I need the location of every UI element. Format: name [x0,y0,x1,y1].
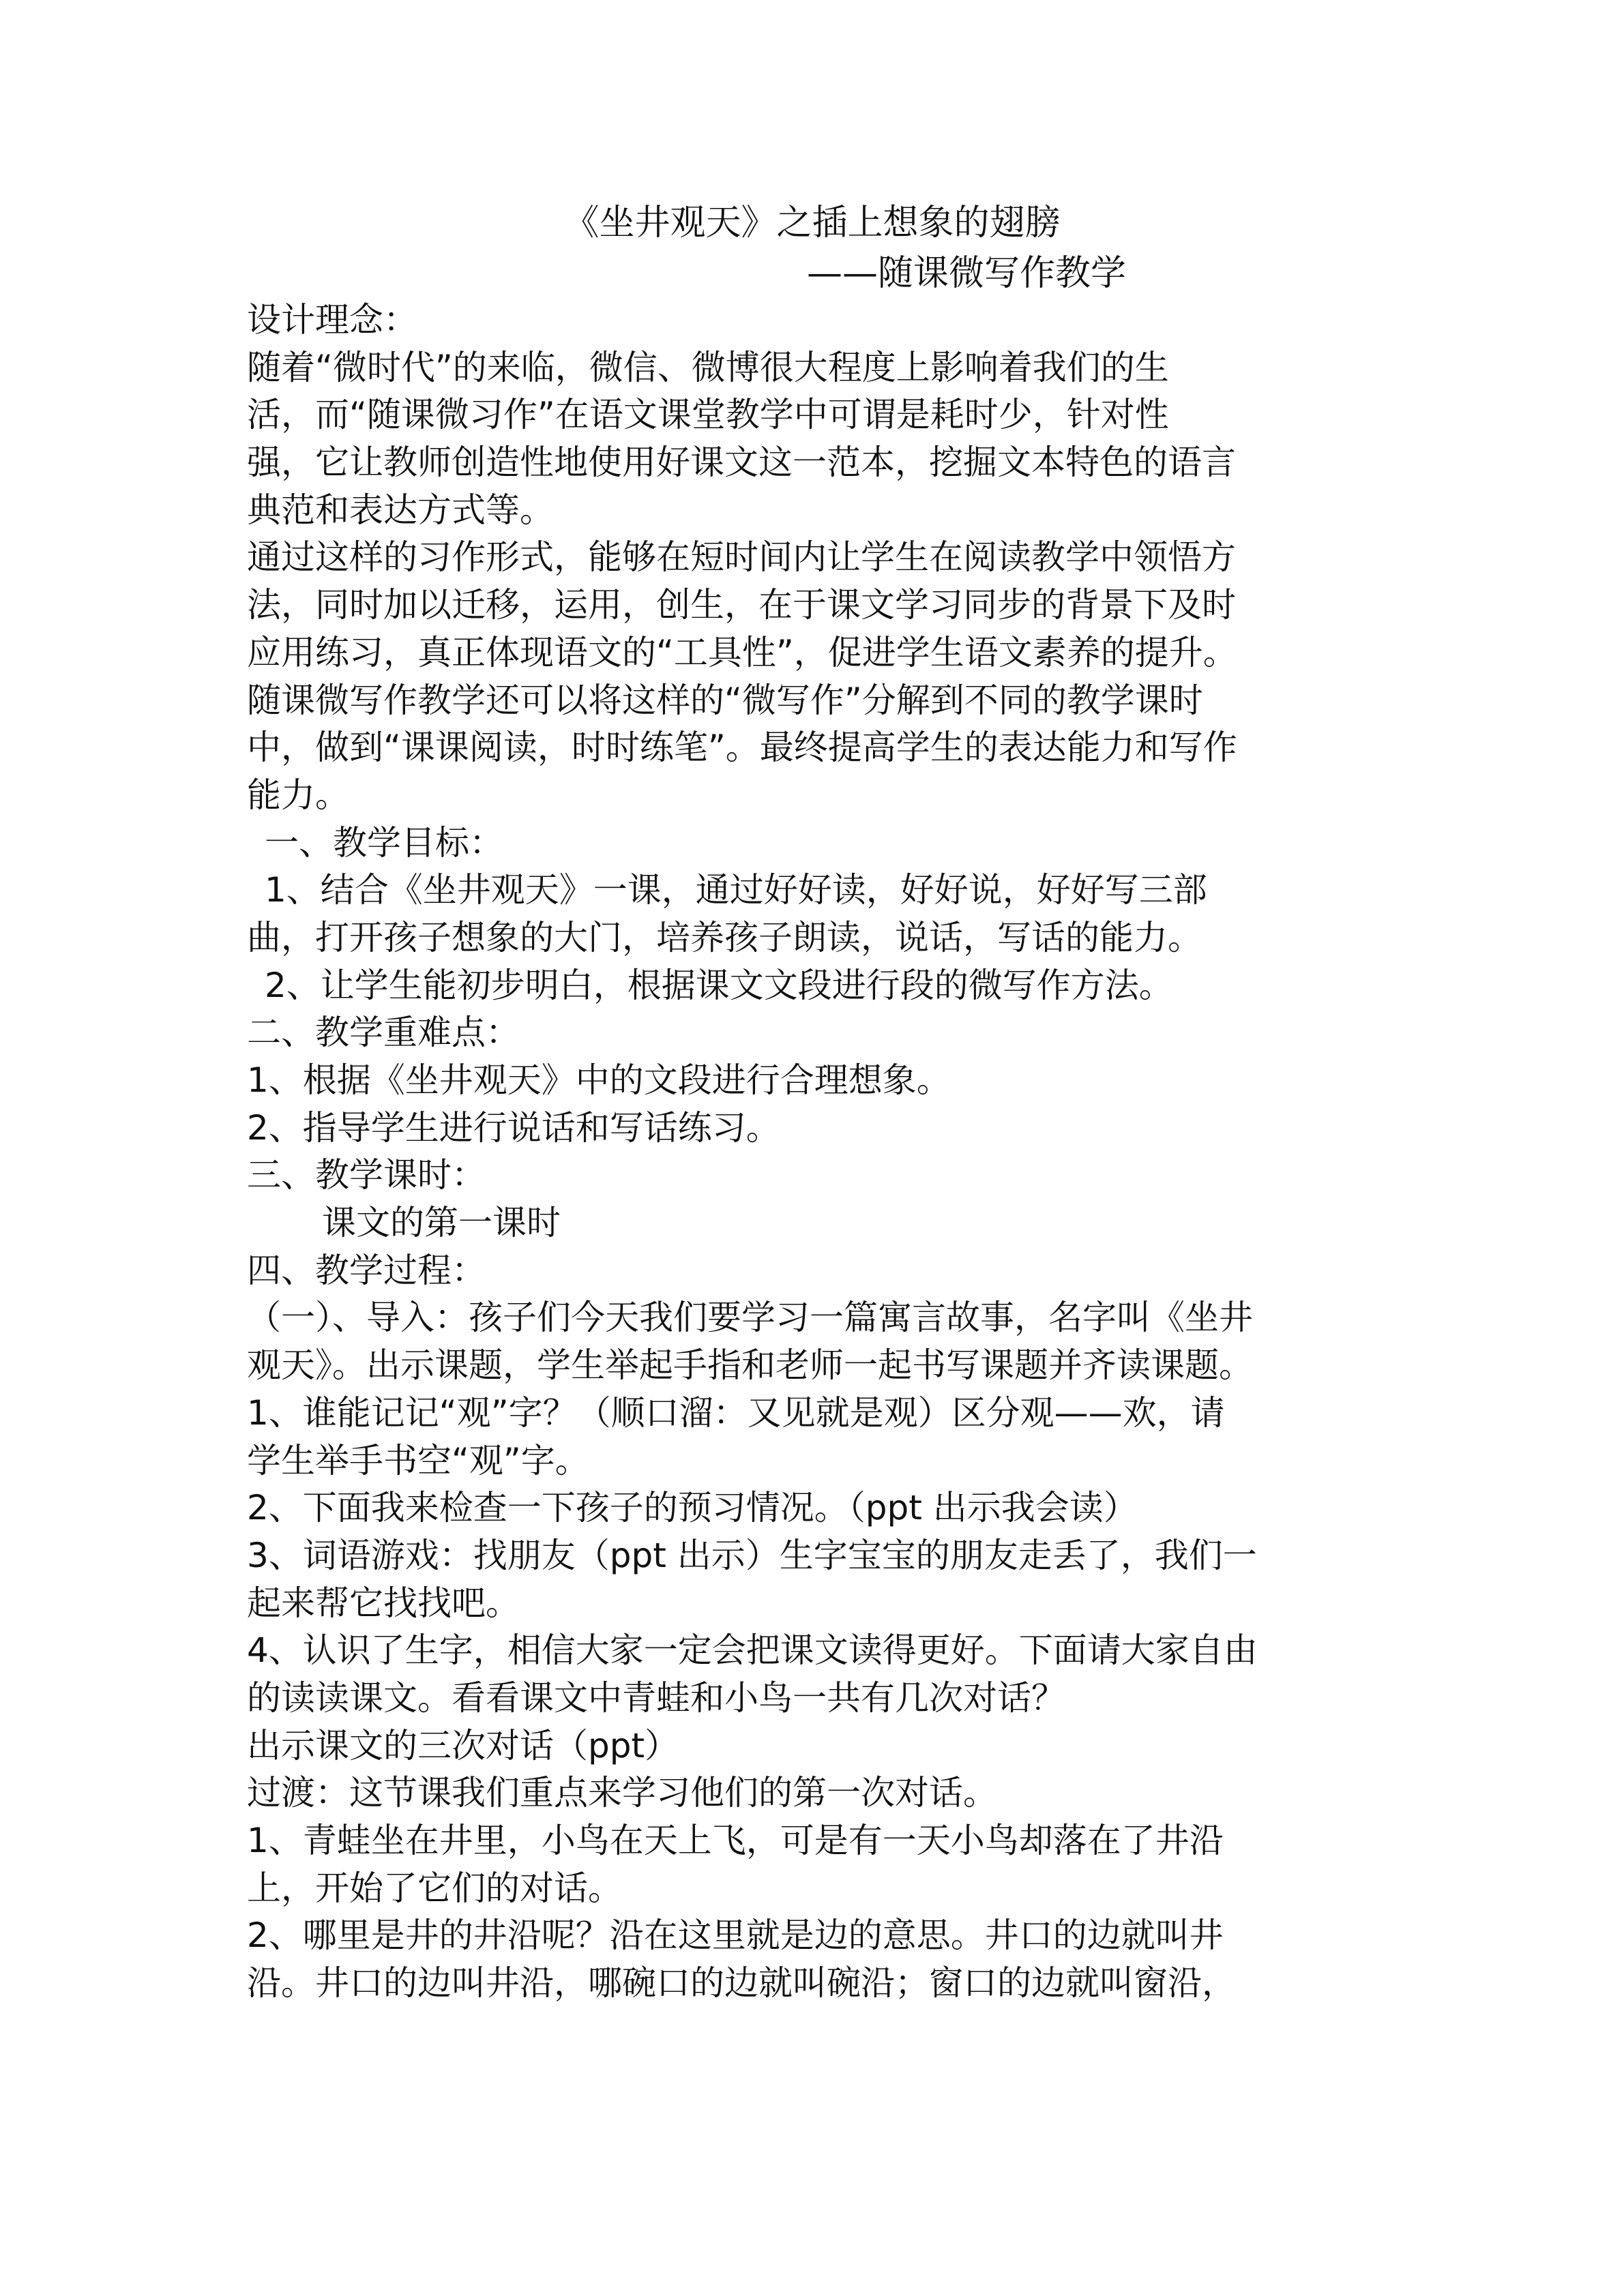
text-line: 的读读课文。看看课文中青蛙和小鸟一共有几次对话？ [247,1678,1065,1718]
text-line: 2、让学生能初步明白，根据课文文段进行段的微写作方法。 [265,965,1173,1005]
text-line: 随着“微时代”的来临，微信、微博很大程度上影响着我们的生 [247,347,1169,387]
text-line: 典范和表达方式等。 [247,490,554,530]
text-line: 强，它让教师创造性地使用好课文这一范本，挖掘文本特色的语言 [247,443,1236,483]
text-line: 2、哪里是井的井沿呢？沿在这里就是边的意思。井口的边就叫井 [247,1915,1224,1956]
text-line: 3、词语游戏：找朋友（ppt 出示）生字宝宝的朋友走丢了，我们一 [247,1535,1257,1575]
text-line: 设计理念： [247,300,417,340]
text-line: 学生举手书空“观”字。 [247,1440,589,1480]
text-line: 过渡：这节课我们重点来学习他们的第一次对话。 [247,1773,997,1813]
text-line: 2、指导学生进行说话和写话练习。 [247,1107,780,1148]
text-line: 能力。 [247,775,349,815]
text-line: 随课微写作教学还可以将这样的“微写作”分解到不同的教学课时 [247,680,1203,720]
text-line: （一）、导入：孩子们今天我们要学习一篇寓言故事，名字叫《坐井 [247,1298,1253,1338]
text-line: 通过这样的习作形式，能够在短时间内让学生在阅读教学中领悟方 [247,537,1236,578]
text-line: 法，同时加以迁移，运用，创生，在于课文学习同步的背景下及时 [247,585,1236,625]
text-line: 中，做到“课课阅读，时时练笔”。最终提高学生的表达能力和写作 [247,728,1237,768]
text-line: 曲，打开孩子想象的大门，培养孩子朗读，说话，写话的能力。 [247,917,1202,957]
text-line: 观天》。出示课题，学生举起手指和老师一起书写课题并齐读课题。 [247,1345,1253,1386]
document-subtitle: ——随课微写作教学 [807,253,1127,294]
text-line: 课文的第一课时 [322,1203,561,1243]
text-line: 1、青蛙坐在井里，小鸟在天上飞，可是有一天小鸟却落在了井沿 [247,1821,1224,1860]
section-heading: 四、教学过程： [247,1250,486,1290]
section-heading: 二、教学重难点： [247,1013,520,1053]
text-line: 1、谁能记记“观”字？（顺口溜：又见就是观）区分观——欢，请 [247,1392,1225,1433]
text-line: 沿。井口的边叫井沿，哪碗口的边就叫碗沿；窗口的边就叫窗沿， [247,1963,1236,2003]
section-heading: 三、教学课时： [247,1155,486,1195]
text-line: 1、结合《坐井观天》一课，通过好好读，好好说，好好写三部 [265,870,1207,910]
text-line: 1、根据《坐井观天》中的文段进行合理想象。 [247,1060,951,1100]
text-line: 出示课文的三次对话（ppt） [247,1725,679,1765]
document-title: 《坐井观天》之插上想象的翅膀 [563,203,1061,243]
text-line: 起来帮它找找吧。 [247,1583,520,1623]
text-line: 应用练习，真正体现语文的“工具性”，促进学生语文素养的提升。 [247,632,1237,672]
document-body [247,297,1379,2008]
text-line: 2、下面我来检查一下孩子的预习情况。（ppt 出示我会读） [247,1488,1138,1528]
text-line: 上，开始了它们的对话。 [247,1868,622,1908]
section-heading: 一、教学目标： [265,822,503,863]
text-line: 4、认识了生字，相信大家一定会把课文读得更好。下面请大家自由 [247,1630,1258,1671]
text-line: 活，而“随课微习作”在语文课堂教学中可谓是耗时少，针对性 [247,395,1169,435]
